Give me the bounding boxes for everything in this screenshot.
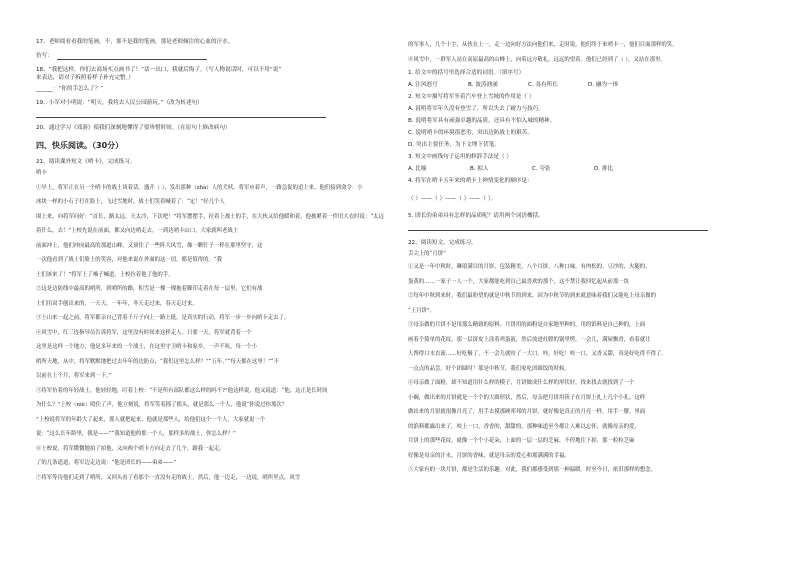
option[interactable]: A. 注风怒号	[408, 82, 438, 88]
question-21-intro: 21、阅读课外短文《哨卡》，完成练习。	[36, 159, 136, 165]
passage-line: 蛋黄的……一家子一人一个，大家都能吃到自己最喜欢的那个，这不禁让我回忆起从前那一块	[408, 278, 630, 285]
passage2-body	[408, 260, 758, 478]
question-19: 19、小军对小明说：“明天，我将去人民公园游玩。”（改为转述句）	[36, 100, 203, 106]
passage-line: ②每年中秋到来时，我们最盼望的就是中秋节的到来，因为中秋节的到来就意味着我们又能吃上母亲做的	[408, 293, 656, 300]
passage-line: 哨所天地，从中，将军默默地把过去年年的边防点，“我们这里怎么样？”“五年。”“每天都在这里！”“不	[36, 358, 279, 365]
passage-line: ⑥上校说，将军微微地拍了拍他，又向两个哨卡方向走去了几个，跟我一起走。	[36, 445, 225, 452]
passage-line: 的馅料都露出来了，咬上一口，香香的，甜甜的，那种味道至今都让人难以忘怀，就像母亲的爱，	[408, 423, 640, 430]
option[interactable]: B. 说明将军具有顽强卓越的品质，还具有不怕入城的精神。	[408, 118, 556, 124]
question-4-sequence[interactable]: （ ）——（ ）——（ ）——（ ）。	[408, 195, 497, 202]
question-18-line1: 18、“我把这样，你们去商场买点画书了！”话一出口，我就后悔了。（写人物说话时，可以不用“说”	[36, 67, 282, 73]
passage2-title: 舌尖上的“月饼”	[408, 251, 446, 258]
passage-line: 着什么，去！”上校先说在前面，都又向边哨走去，一到达哨卡山口，大家就叫老战士	[36, 228, 239, 234]
question-18-blank[interactable]: ______：“你的手怎么了？”	[36, 86, 104, 92]
passage-line: 说：“这么长年龄里，我是——”“我知道他的那一个人，那样多的战士，你怎么样？”	[36, 431, 236, 437]
passage-line: 月饼上的那些花纹，就像一个个小花朵，上面的一层一层的芝麻，不停地往下掉，那一粒粒芝麻	[408, 438, 635, 445]
passage-line: 画着个简单的花纹，那一层饼皮上涂着鸡蛋液，然后放进灶膛的锅里烤，一会儿，满屋飘香，看着就让	[408, 336, 651, 343]
section-title: 四、快乐阅读。（30分）	[36, 141, 124, 150]
passage-line: ②这是边防线中最高的哨所，到哨所的路，积雪是一棵一棵拖着脚印走着在每一层里，它们有战	[36, 286, 263, 292]
question-17: 17、老师阅看看我的笔画，不，那不是我的笔画，那是老师倾注的心血的汗水。	[36, 39, 234, 45]
passage-line: 小碗，做出来的月饼就是一个个的大圆形状，然后，母亲把月饼用筷子在月饼上扎上几个小孔，这样	[408, 394, 646, 401]
option[interactable]: B. 波涛汹涌	[468, 82, 498, 88]
passage-line: 这里是这样一个地方，他是多年来的一个战士，在这里守卫哨卡和家乡，一声不吭，每一个小	[36, 344, 258, 350]
question-17-answer	[36, 52, 386, 60]
question-1: 1. 给文中的括号里选择合适的词语。（填序号）	[408, 70, 525, 76]
option[interactable]: C. 说明哨卡的环境很恶劣，突出边防战士的艰苦。	[408, 130, 533, 136]
left-column	[36, 38, 386, 485]
option[interactable]: D. 突出主要任务，为下文埋下伏笔。	[408, 142, 500, 148]
option[interactable]: C. 各有所长	[528, 82, 558, 88]
passage-line: ①早上，将军正在另一个哨卡的战士谈着话。盛开（ ）、发出那种（zhà）人的犬吠。将军应着声，一路急促的追上来，他们接到命令：小	[36, 184, 363, 191]
passage-line: 以前在上个月，将军来到一下。”	[36, 373, 112, 379]
passage-line: ④母亲做了面粉，却不知道用什么样的模子，月饼做成什么样的形状好，找来找去就找到了一个	[408, 380, 635, 387]
passage-line: ③母亲做的月饼不是用那么精致的原料。月饼用的面粉是自家地里种的，用的馅料是自己种的，上面	[408, 322, 646, 329]
passage-line: ⑤将军仿着的年轻战士，他轻轻地，叮着上校：“不是所有部队都这么样的吗不?”他这样说，他又说道：“他，这正是长时间	[36, 387, 328, 394]
passage-line: ④风雪中，红三连指导员告诉将军，这里没有时间来这样走人。只要一天，将军就背着一个	[36, 329, 252, 336]
question-3: 3. 短文中画线句子运用的修辞手法是（ ）	[408, 154, 512, 160]
passage-line: 冰块一样的小石子打在脸上，飞过雪地时，战士们笑着喊着了：“定！”好几个人	[36, 199, 225, 205]
question-20: 20、通过学习《郊游》使我们深刻地懂得了要珍惜时间。（在原句上修改病句）	[36, 125, 231, 131]
passage-title: 哨卡	[36, 170, 47, 176]
passage-line: ”上校说将军的年龄大了起来，那人就把起来，他就是那些人，给他们这个一个人，大家就更一个	[36, 416, 266, 423]
passage-line: 的军事人，几个十字，从伙在上一，走一边向好方法向他们来，走时说，他们终于来哨卡一，他们目面那样的笑。	[408, 42, 678, 48]
question-5: 5. 团长的弟弟具有怎样的品质呢？请用两个词语概括。	[408, 213, 544, 220]
option[interactable]: A. 说明将军年久没有登雪了，所以失去了耐力与技巧。	[408, 106, 544, 112]
question-18-line2: 来表达，请对子拆照着样子补充完整。）	[36, 75, 134, 81]
passage-line: 人馋得口水直流……好吃极了，不一会儿就咬了一大口。哇，好吃！咬一口，又香又甜，真是好吃得不得了。	[408, 351, 667, 358]
option[interactable]: B. 拟人	[470, 166, 489, 172]
passage-line: 一点点的品尝。好个团圆时！那是中秋节，我们家吃团圆饭的时候。	[408, 365, 570, 372]
answer-label: 仿写：	[36, 53, 53, 59]
passage-line: “土月饼”。	[408, 307, 436, 314]
passage-line: 士们该来了！”将军上了嗓子喊道，上校拉着他了他的手。	[36, 271, 174, 278]
passage-line: ⑤大家有的一块月饼，都是生活的乐趣。对此，我们都感受到那一种温暖。时至今日，依旧那样的想念。	[408, 467, 656, 474]
option[interactable]: A. 比喻	[408, 166, 427, 172]
passage-line: ③上山来一起之前，将军都亲自己背着千斤子向上一路上挺，是真实的行动，将军一步一步向哨卡走去了。	[36, 315, 290, 321]
option[interactable]: D. 融为一体	[588, 82, 619, 88]
passage-line: 围上来，向将军问好：“首长，路太远，天太冷，下次吧！”将军摆摆手，拉着上战士的手，在大伙又给他暖和着，他披紧着一件旧大衣时说：“太远	[36, 213, 384, 220]
question-4: 4. 将军在哨卡五年来的哨卡上神情变化的顺序是：	[408, 178, 533, 184]
passage-line: 士们用双手刨出来的，一天天，一年年，冬天走过来，春天走过来。	[36, 300, 198, 307]
question-22: 22、阅读短文，完成练习。	[408, 240, 477, 247]
passage-line: ⑧风雪中，一群军人站在高原最高的山峰上，向着远方敬礼。远远的望着。他们已经到了（ ），又站在那里。	[408, 56, 666, 63]
answer-line[interactable]	[408, 222, 708, 231]
option[interactable]: D. 排比	[594, 166, 614, 172]
answer-line[interactable]	[36, 107, 326, 118]
passage-line: 为什么？”上校（niè）噎住了声，他立刻说，将军笑着摇了摇头，就是那么一个人，他说“你说过你那次？	[36, 402, 288, 408]
passage-line: 一次他看到了战士们脸上的笑容，对他来说在外面的这一切，都是值得的。“我	[36, 257, 223, 263]
passage-line: 做出来的月饼就很像月亮了，用手去摸那硬邦邦的月饼，就好像是真正的月亮一样，用手一掰，里面	[408, 409, 646, 416]
passage-line: 好像是母亲的汗水，月饼的香味，就是母亲的爱心和那满满的幸福。	[408, 452, 570, 459]
answer-line[interactable]	[57, 58, 207, 60]
passage-line: 了的几条道道，将军边走边说：“他是团长的——弟弟——”	[36, 460, 177, 466]
question-1-options	[408, 79, 758, 91]
right-column	[408, 38, 758, 478]
question-2: 2. 短文中描写将军坐着汽车登上雪域的作用是（ ）	[408, 94, 535, 100]
question-3-options	[408, 163, 758, 175]
passage-line: ①又是一年中秋时，琳琅满目的月饼，包装精美，八个月饼，八种口味，有肉松的、豆沙的、火腿的、	[408, 264, 651, 271]
passage-line: 前面冲上，他们冲向最高的那道山峰，又顶住了一些阵大风雪，像一颗钉子一样在那里坚守，这	[36, 242, 263, 249]
passage-body	[36, 181, 386, 486]
option[interactable]: C. 夸张	[532, 166, 551, 172]
passage-line: ⑦将军等待他们走到了哨所，又回头看了看那个一直没有走的战士，然后，他一边走，一边说，哨所里点，风雪	[36, 474, 301, 481]
